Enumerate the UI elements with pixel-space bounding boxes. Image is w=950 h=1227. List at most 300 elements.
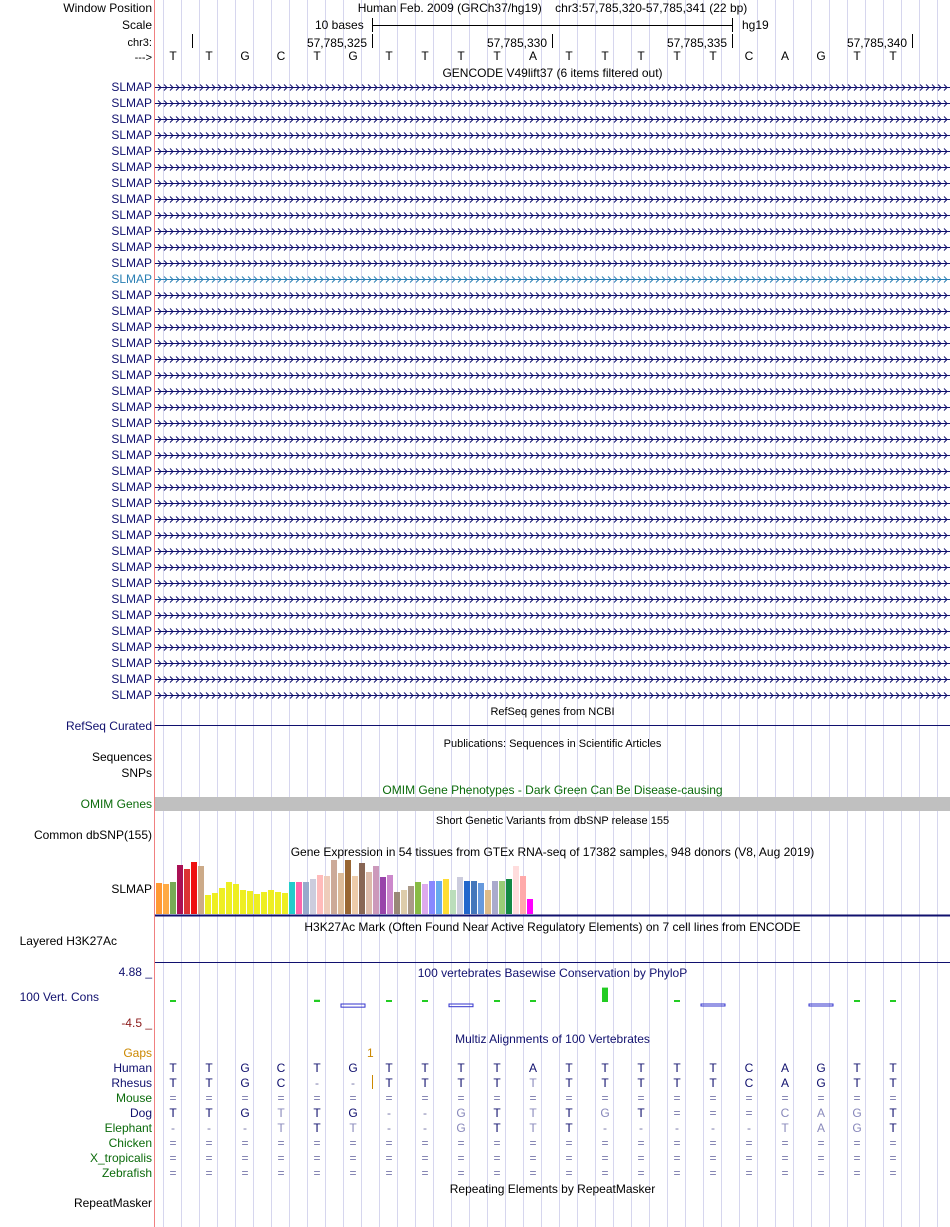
multiz-aligned-base: T [493,1121,501,1135]
publications-label-sequences[interactable]: Sequences [91,750,152,764]
gtex-gene-label[interactable]: SLMAP [111,882,152,896]
gencode-transcript[interactable] [155,565,950,571]
reference-base: C [276,49,286,63]
gtex-tissue-bar[interactable] [436,881,442,914]
gencode-transcript[interactable] [155,533,950,539]
ruler-header [155,1,950,15]
gtex-tissue-bar[interactable] [471,881,477,914]
multiz-aligned-base: T [205,1076,213,1090]
gtex-tissue-bar[interactable] [240,890,246,914]
multiz-aligned-base: T [637,1076,645,1090]
gtex-tissue-bar[interactable] [310,879,316,914]
gtex-tissue-bar[interactable] [296,882,302,914]
multiz-aligned-base: T [673,1076,681,1090]
reference-base: A [780,49,789,63]
multiz-aligned-base: - [711,1121,715,1135]
phylop-value-bar [170,1000,176,1002]
multiz-aligned-base: = [853,1166,861,1180]
publications-track-title: Publications: Sequences in Scientific Articles [443,738,662,750]
gtex-tissue-bar[interactable] [506,879,512,914]
gtex-tissue-bar[interactable] [219,888,225,914]
gencode-transcript[interactable] [155,453,950,459]
gtex-tissue-bar[interactable] [485,890,491,914]
multiz-aligned-base: = [565,1091,573,1105]
multiz-aligned-base: - [387,1106,391,1120]
gtex-expression-bars[interactable] [155,860,950,917]
assembly-text: Human Feb. 2009 (GRCh37/hg19) [357,1,542,15]
gtex-tissue-bar[interactable] [527,899,533,914]
multiz-aligned-base: = [529,1166,537,1180]
gencode-transcript-label[interactable]: SLMAP [111,304,152,318]
multiz-aligned-base: G [816,1076,826,1090]
multiz-aligned-base: C [276,1076,286,1090]
reference-base: G [816,49,826,63]
multiz-aligned-base: - [747,1121,751,1135]
gencode-transcript[interactable] [155,597,950,603]
gtex-tissue-bar[interactable] [198,866,204,914]
gencode-transcript-label[interactable]: SLMAP [111,544,152,558]
multiz-aligned-base: T [853,1076,861,1090]
multiz-aligned-base: = [313,1136,321,1150]
refseq-track-label[interactable]: RefSeq Curated [65,719,152,733]
phylop-value-bar [449,1004,473,1007]
multiz-aligned-base: = [385,1151,393,1165]
gencode-transcript[interactable] [155,373,950,379]
multiz-species-label[interactable]: Dog [129,1106,152,1120]
gencode-transcript-label[interactable]: SLMAP [111,272,152,286]
ruler-tick-label: 57,785,335 [666,36,727,50]
gtex-tissue-bar[interactable] [163,884,169,914]
gencode-transcript-label[interactable]: SLMAP [111,416,152,430]
browser-track-image[interactable] [155,0,950,1227]
reference-base: T [709,49,717,63]
gencode-transcript-label[interactable]: SLMAP [111,192,152,206]
gtex-tissue-bar[interactable] [520,876,526,914]
multiz-species-label[interactable]: Chicken [108,1136,152,1150]
multiz-aligned-base: = [817,1151,825,1165]
phylop-max-label: 4.88 _ [118,965,152,979]
multiz-aligned-base: = [529,1151,537,1165]
multiz-gap-count: 1 [367,1046,374,1060]
reference-base: T [313,49,321,63]
multiz-aligned-base: T [529,1076,537,1090]
multiz-aligned-base: T [709,1076,717,1090]
gtex-tissue-bar[interactable] [184,869,190,914]
gencode-transcript[interactable] [155,101,950,107]
multiz-aligned-base: T [637,1061,645,1075]
phylop-track-label[interactable]: 100 Vert. Cons [19,990,99,1004]
gtex-tissue-bar[interactable] [366,872,372,914]
position-text: chr3:57,785,320-57,785,341 (22 bp) [555,1,748,15]
gtex-tissue-bar[interactable] [254,894,260,914]
gencode-transcript-label[interactable]: SLMAP [111,336,152,350]
multiz-aligned-base: = [457,1151,465,1165]
multiz-aligned-base: = [565,1151,573,1165]
reference-base: T [385,49,393,63]
omim-track-title: OMIM Gene Phenotypes - Dark Green Can Be Disease-causing [382,783,723,797]
repeatmasker-track-title: Repeating Elements by RepeatMasker [449,1182,656,1196]
gencode-transcript[interactable] [155,501,950,507]
multiz-aligned-base: = [169,1091,177,1105]
multiz-aligned-base: G [240,1106,250,1120]
gtex-tissue-bar[interactable] [247,891,253,914]
gtex-tissue-bar[interactable] [422,884,428,914]
multiz-aligned-base: = [349,1136,357,1150]
gtex-tissue-bar[interactable] [191,862,197,914]
phylop-value-bar [602,988,608,1002]
multiz-aligned-base: = [241,1166,249,1180]
gtex-tissue-bar[interactable] [499,881,505,914]
gencode-transcript[interactable] [155,693,950,699]
gencode-transcript[interactable] [155,341,950,347]
reference-base: T [637,49,645,63]
gencode-transcripts[interactable] [155,80,950,705]
phylop-value-bar [386,1000,392,1002]
gencode-transcript[interactable] [155,325,950,331]
gencode-transcript[interactable] [155,517,950,523]
gtex-tissue-bar[interactable] [478,883,484,914]
refseq-gene-line[interactable] [155,725,950,726]
multiz-aligned-base: = [169,1166,177,1180]
multiz-aligned-base: G [348,1106,358,1120]
gtex-track-title: Gene Expression in 54 tissues from GTEx RNA-seq of 17382 samples, 948 donors (V8, Aug 2019) [290,845,815,859]
h3k27ac-baseline [155,962,950,963]
gencode-transcript-label[interactable]: SLMAP [111,256,152,270]
gencode-transcript[interactable] [155,293,950,299]
multiz-species-label[interactable]: Human [113,1061,152,1075]
multiz-aligned-base: = [709,1166,717,1180]
multiz-aligned-base: - [423,1121,427,1135]
multiz-aligned-base: = [421,1151,429,1165]
gencode-transcript-label[interactable]: SLMAP [111,128,152,142]
multiz-species-label[interactable]: Zebrafish [101,1166,152,1180]
phylop-value-bar [674,1000,680,1002]
multiz-aligned-base: T [565,1121,573,1135]
gtex-tissue-bar[interactable] [457,877,463,914]
multiz-aligned-base: T [205,1106,213,1120]
repeatmasker-track-label[interactable]: RepeatMasker [73,1196,152,1210]
db-label: hg19 [742,18,769,32]
gencode-transcript-label[interactable]: SLMAP [111,576,152,590]
gencode-transcript[interactable] [155,629,950,635]
gencode-transcript-label[interactable]: SLMAP [111,368,152,382]
multiz-aligned-base: = [673,1091,681,1105]
gencode-transcript[interactable] [155,197,950,203]
gtex-tissue-bar[interactable] [226,882,232,914]
gtex-tissue-bar[interactable] [205,895,211,914]
gencode-transcript-label[interactable]: SLMAP [111,560,152,574]
gtex-tissue-bar[interactable] [303,882,309,914]
multiz-aligned-base: G [600,1106,610,1120]
multiz-aligned-base: T [601,1076,609,1090]
multiz-aligned-base: T [313,1061,321,1075]
refseq-track-title: RefSeq genes from NCBI [490,706,615,718]
gtex-tissue-bar[interactable] [261,892,267,914]
multiz-aligned-base: T [493,1076,501,1090]
gencode-transcript-label[interactable]: SLMAP [111,400,152,414]
reference-base: T [457,49,465,63]
gencode-transcript-label[interactable]: SLMAP [111,624,152,638]
multiz-aligned-base: G [240,1061,250,1075]
gencode-transcript-label[interactable]: SLMAP [111,496,152,510]
omim-track-label[interactable]: OMIM Genes [80,797,152,811]
gencode-transcript[interactable] [155,469,950,475]
multiz-aligned-base: = [349,1151,357,1165]
multiz-gaps-label: Gaps [123,1046,152,1060]
gencode-transcript-label[interactable]: SLMAP [111,112,152,126]
multiz-aligned-base: T [889,1106,897,1120]
reference-base: T [421,49,429,63]
gencode-transcript[interactable] [155,245,950,251]
multiz-aligned-base: = [889,1151,897,1165]
multiz-aligned-base: = [169,1136,177,1150]
gtex-tissue-bar[interactable] [324,876,330,914]
multiz-aligned-base: A [528,1061,537,1075]
gencode-transcript-label[interactable]: SLMAP [111,176,152,190]
gencode-transcript[interactable] [155,677,950,683]
dbsnp-track-label[interactable]: Common dbSNP(155) [33,828,152,842]
gencode-transcript-label[interactable]: SLMAP [111,592,152,606]
gencode-transcript[interactable] [155,485,950,491]
gtex-tissue-bar[interactable] [394,892,400,914]
multiz-aligned-base: A [816,1106,825,1120]
phylop-conservation-plot[interactable] [155,980,950,1030]
gtex-tissue-bar[interactable] [289,882,295,914]
h3k27ac-track-title: H3K27Ac Mark (Often Found Near Active Regulatory Elements) on 7 cell lines from ENCODE [304,920,801,934]
gencode-transcript-label[interactable]: SLMAP [111,656,152,670]
multiz-aligned-base: T [529,1106,537,1120]
reference-base: T [493,49,501,63]
gencode-transcript-label[interactable]: SLMAP [111,688,152,702]
multiz-aligned-base: = [205,1136,213,1150]
gtex-tissue-bar[interactable] [233,884,239,914]
gtex-tissue-bar[interactable] [170,882,176,914]
gencode-transcript-label[interactable]: SLMAP [111,288,152,302]
multiz-aligned-base: T [421,1061,429,1075]
h3k27ac-track-label[interactable]: Layered H3K27Ac [19,934,117,948]
ruler-tick [552,34,553,48]
multiz-aligned-base: = [421,1091,429,1105]
multiz-aligned-base: = [781,1136,789,1150]
multiz-aligned-base: = [781,1166,789,1180]
gencode-transcript-label[interactable]: SLMAP [111,672,152,686]
gtex-tissue-bar[interactable] [177,865,183,914]
gencode-transcript[interactable] [155,613,950,619]
multiz-aligned-base: = [421,1166,429,1180]
phylop-min-label: -4.5 _ [121,1016,152,1030]
gencode-transcript-label[interactable]: SLMAP [111,384,152,398]
gtex-tissue-bar[interactable] [373,866,379,914]
multiz-aligned-base: G [816,1061,826,1075]
gencode-transcript-label[interactable]: SLMAP [111,240,152,254]
publications-label-snps[interactable]: SNPs [121,766,152,780]
multiz-aligned-base: = [565,1136,573,1150]
gtex-tissue-bar[interactable] [352,876,358,914]
phylop-value-bar [494,1000,500,1002]
multiz-aligned-base: = [169,1151,177,1165]
gencode-transcript[interactable] [155,149,950,155]
multiz-aligned-base: T [313,1121,321,1135]
gtex-tissue-bar[interactable] [443,879,449,914]
multiz-aligned-base: A [780,1076,789,1090]
gtex-tissue-bar[interactable] [408,886,414,914]
gtex-tissue-bar[interactable] [450,890,456,914]
gencode-transcript[interactable] [155,133,950,139]
multiz-aligned-base: G [852,1106,862,1120]
gencode-transcript[interactable] [155,389,950,395]
multiz-aligned-base: = [493,1136,501,1150]
gtex-tissue-bar[interactable] [513,866,519,914]
multiz-aligned-base: = [313,1151,321,1165]
gencode-transcript[interactable] [155,117,950,123]
multiz-aligned-base: G [852,1121,862,1135]
gencode-transcript[interactable] [155,213,950,219]
gencode-transcript-label[interactable]: SLMAP [111,528,152,542]
gencode-transcript-label[interactable]: SLMAP [111,432,152,446]
gtex-tissue-bar[interactable] [282,893,288,914]
gencode-transcript-label[interactable]: SLMAP [111,464,152,478]
gencode-transcript[interactable] [155,581,950,587]
ruler-tick [912,34,913,48]
gencode-transcript-label[interactable]: SLMAP [111,96,152,110]
omim-gene-bar[interactable] [155,797,950,811]
multiz-aligned-base: T [889,1121,897,1135]
gtex-tissue-bar[interactable] [317,875,323,914]
multiz-aligned-base: = [529,1136,537,1150]
multiz-aligned-base: T [565,1106,573,1120]
multiz-aligned-base: = [349,1166,357,1180]
track-labels-column [0,0,154,1227]
gtex-tissue-bar[interactable] [387,875,393,914]
multiz-aligned-base: = [637,1136,645,1150]
multiz-aligned-base: - [243,1121,247,1135]
gtex-tissue-bar[interactable] [415,882,421,914]
multiz-aligned-base: = [529,1091,537,1105]
gencode-transcript-label[interactable]: SLMAP [111,144,152,158]
multiz-aligned-base: = [817,1091,825,1105]
gencode-transcript-label[interactable]: SLMAP [111,224,152,238]
multiz-aligned-base: T [493,1061,501,1075]
multiz-aligned-base: = [745,1151,753,1165]
phylop-value-bar [854,1000,860,1002]
multiz-aligned-base: = [601,1151,609,1165]
gtex-tissue-bar[interactable] [359,863,365,914]
multiz-aligned-base: T [277,1121,285,1135]
gencode-transcript-label[interactable]: SLMAP [111,480,152,494]
multiz-aligned-base: = [421,1136,429,1150]
gencode-transcript-label[interactable]: SLMAP [111,320,152,334]
ruler-tick-label: 57,785,340 [846,36,907,50]
gencode-transcript-selected[interactable] [155,277,950,283]
gencode-transcript-label[interactable]: SLMAP [111,208,152,222]
gencode-transcript[interactable] [155,645,950,651]
multiz-aligned-base: G [456,1106,466,1120]
gencode-transcript-label[interactable]: SLMAP [111,640,152,654]
gencode-transcript[interactable] [155,181,950,187]
gtex-tissue-bar[interactable] [464,881,470,914]
multiz-aligned-base: T [349,1121,357,1135]
multiz-aligned-base: = [709,1151,717,1165]
gtex-tissue-bar[interactable] [401,890,407,914]
multiz-aligned-base: = [781,1151,789,1165]
multiz-aligned-base: = [853,1151,861,1165]
gtex-tissue-bar[interactable] [156,883,162,914]
multiz-aligned-base: = [673,1151,681,1165]
multiz-aligned-base: = [493,1166,501,1180]
gencode-transcript[interactable] [155,85,950,91]
phylop-value-bar [530,1000,536,1002]
multiz-species-label[interactable]: Mouse [115,1091,152,1105]
multiz-aligned-base: = [205,1091,213,1105]
gencode-transcript-label[interactable]: SLMAP [111,352,152,366]
gencode-transcript-label[interactable]: SLMAP [111,512,152,526]
multiz-aligned-base: - [351,1076,355,1090]
multiz-aligned-base: T [169,1061,177,1075]
gencode-transcript-label[interactable]: SLMAP [111,160,152,174]
ruler-tick-label: 57,785,330 [486,36,547,50]
gencode-transcript[interactable] [155,165,950,171]
gencode-transcript[interactable] [155,261,950,267]
multiz-species-label[interactable]: Rhesus [111,1076,152,1090]
phylop-value-bar [422,1000,428,1002]
gencode-transcript-label[interactable]: SLMAP [111,448,152,462]
multiz-aligned-base: = [673,1106,681,1120]
gtex-tissue-bar[interactable] [380,877,386,914]
scale-bar-left-tick [372,18,373,32]
multiz-aligned-base: = [709,1106,717,1120]
reference-base: G [348,49,358,63]
gtex-tissue-bar[interactable] [429,881,435,914]
scale-value: 10 bases [315,18,364,32]
multiz-species-label[interactable]: Elephant [104,1121,152,1135]
gencode-transcript[interactable] [155,405,950,411]
gencode-transcript[interactable] [155,357,950,363]
scale-label: Scale [121,18,152,32]
multiz-aligned-base: = [853,1136,861,1150]
gencode-transcript-label[interactable]: SLMAP [111,608,152,622]
gencode-transcript[interactable] [155,421,950,427]
gencode-transcript[interactable] [155,309,950,315]
multiz-aligned-base: = [601,1166,609,1180]
gencode-transcript[interactable] [155,549,950,555]
dbsnp-track-title: Short Genetic Variants from dbSNP release 155 [435,815,670,827]
multiz-aligned-base: = [637,1151,645,1165]
chrom-label: chr3: [127,37,152,49]
gtex-tissue-bar[interactable] [275,892,281,914]
multiz-aligned-base: C [276,1061,286,1075]
gencode-transcript[interactable] [155,661,950,667]
multiz-aligned-base: T [169,1076,177,1090]
gencode-transcript-label[interactable]: SLMAP [111,80,152,94]
multiz-aligned-base: A [780,1061,789,1075]
gencode-transcript[interactable] [155,437,950,443]
multiz-aligned-base: = [277,1151,285,1165]
gtex-tissue-bar[interactable] [492,881,498,914]
gtex-tissue-bar[interactable] [268,890,274,914]
gtex-tissue-bar[interactable] [338,873,344,914]
gtex-tissue-bar[interactable] [345,860,351,914]
multiz-aligned-base: T [385,1061,393,1075]
gtex-tissue-bar[interactable] [331,860,337,914]
multiz-aligned-base: T [565,1076,573,1090]
multiz-aligned-base: T [205,1061,213,1075]
gtex-tissue-bar[interactable] [212,893,218,914]
multiz-aligned-base: = [781,1091,789,1105]
scale-bar-right-tick [732,18,733,32]
multiz-species-label[interactable]: X_tropicalis [89,1151,152,1165]
gencode-transcript[interactable] [155,229,950,235]
multiz-aligned-base: = [853,1091,861,1105]
